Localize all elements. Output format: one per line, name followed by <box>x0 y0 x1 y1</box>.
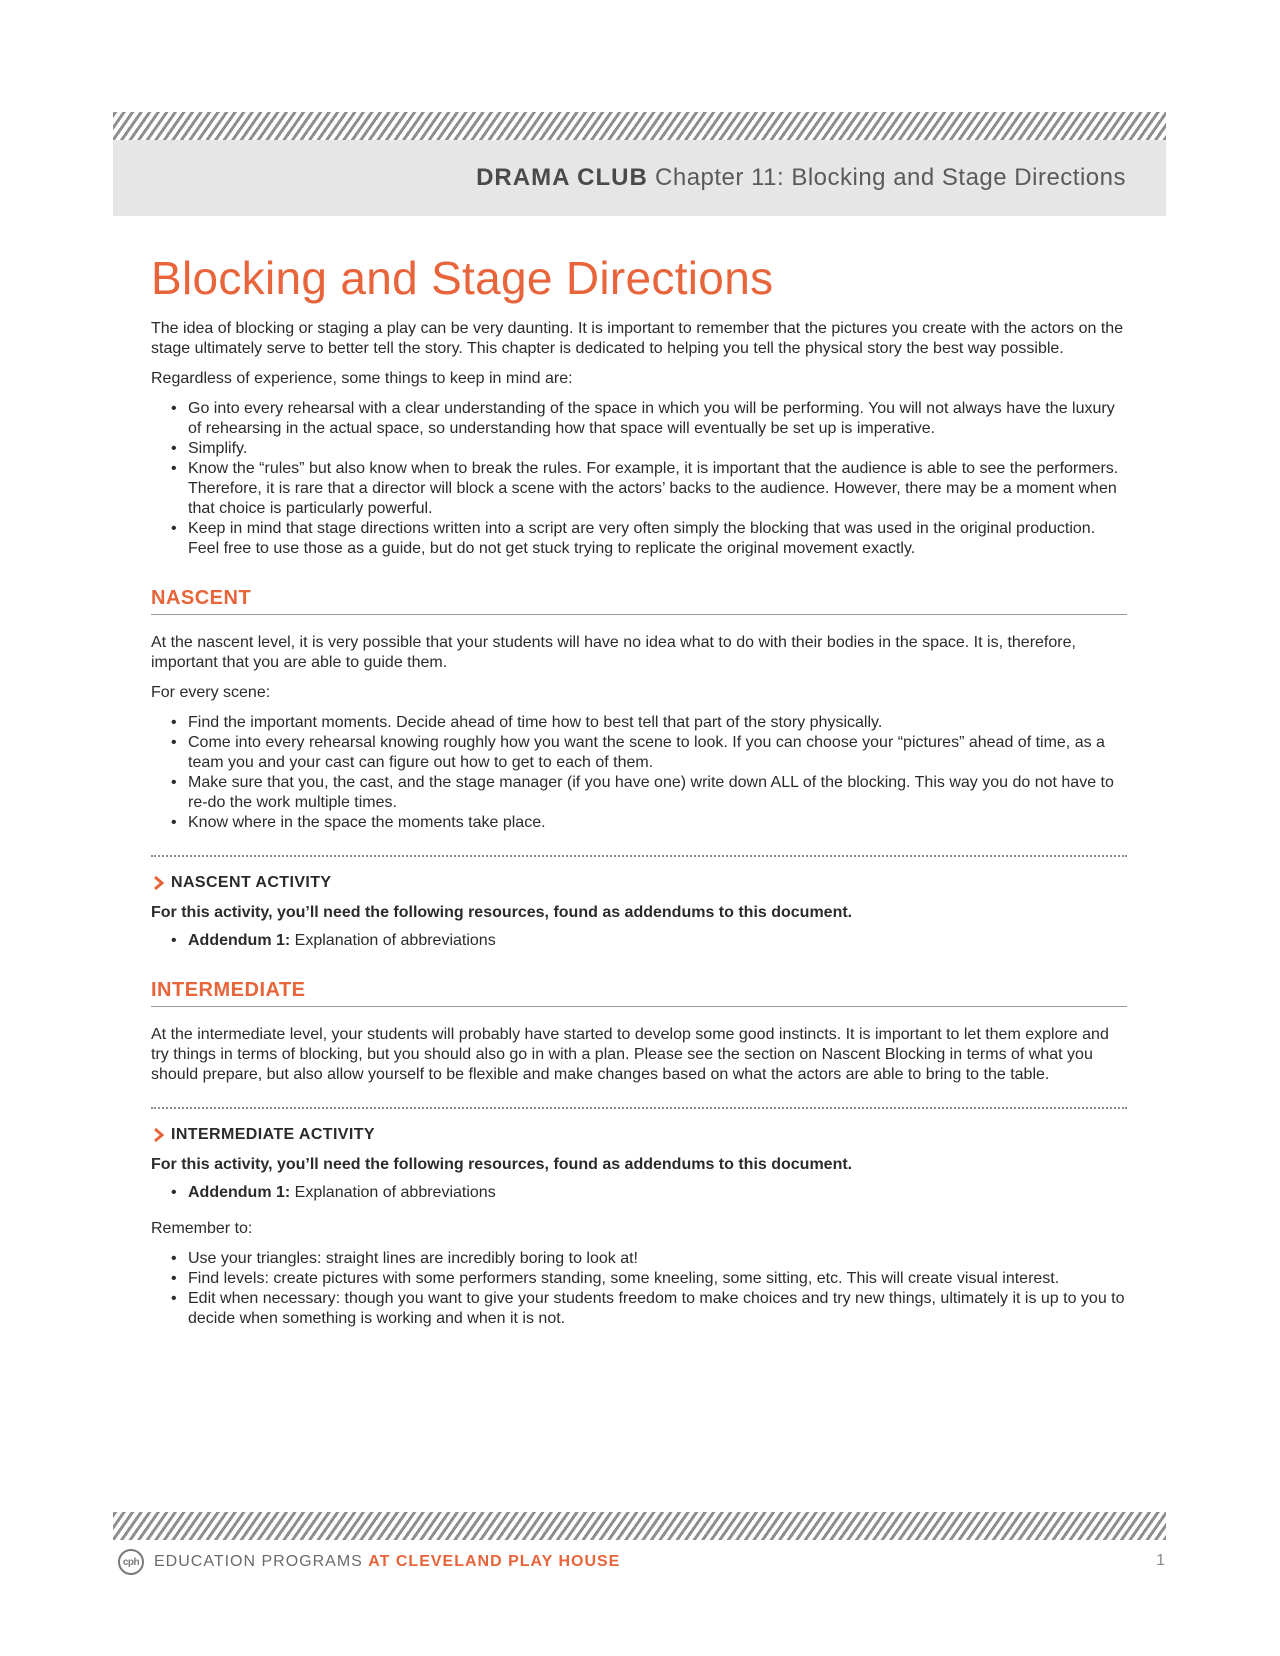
list-item: • Come into every rehearsal knowing roughly how you want the scene to look. If you can choose your “pictures” ahead of time, as a team you and your cast can figure out how to get to each of them. <box>188 733 1127 773</box>
intro-bullet-list <box>151 399 1127 559</box>
intermediate-heading: INTERMEDIATE <box>151 979 1127 1007</box>
addendum-label: Addendum 1: <box>188 1183 291 1201</box>
header-band <box>113 140 1166 216</box>
intermediate-bullet-list <box>151 1249 1127 1329</box>
chevron-right-icon <box>151 875 167 891</box>
intermediate-lead: Remember to: <box>151 1219 253 1237</box>
footer-program: EDUCATION PROGRAMS <box>154 1553 363 1570</box>
footer-brand: AT CLEVELAND PLAY HOUSE <box>368 1553 621 1570</box>
header-hatch-stripe <box>113 112 1166 140</box>
addendum-text: Explanation of abbreviations <box>294 1183 496 1201</box>
dotted-divider <box>151 855 1127 857</box>
list-item: • Know the “rules” but also know when to break the rules. For example, it is important that the audience is able to see the performers. Therefore, it is rare that a director will block a scene with the actors’ backs to the audience. However, there may be a moment when that choice is particularly powerful. <box>188 459 1127 519</box>
nascent-heading: NASCENT <box>151 587 1127 615</box>
main-content <box>151 252 1127 1339</box>
list-item: • Use your triangles: straight lines are incredibly boring to look at! <box>188 1249 1127 1269</box>
header-title <box>476 164 1126 192</box>
nascent-activity-heading <box>151 873 1127 893</box>
intermediate-activity-heading <box>151 1125 1127 1145</box>
intro-paragraph-1: The idea of blocking or staging a play can be very daunting. It is important to remember that the pictures you create with the actors on the stage ultimately serve to better tell the story. This chapter is dedicated to helping you tell the physical story the best way possible. <box>151 319 1124 357</box>
list-item: • Go into every rehearsal with a clear understanding of the space in which you will be performing. You will not always have the luxury of rehearsing in the actual space, so understanding how that space will eventually be set up is imperative. <box>188 399 1127 439</box>
nascent-lead: For every scene: <box>151 683 271 701</box>
nascent-activity-title: NASCENT ACTIVITY <box>171 873 332 891</box>
nascent-paragraph: At the nascent level, it is very possible that your students will have no idea what to do with their bodies in the space. It is, therefore, important that you are able to guide them. <box>151 633 1076 671</box>
footer-text <box>154 1553 620 1571</box>
dotted-divider <box>151 1107 1127 1109</box>
intermediate-addendum-list <box>151 1183 1127 1203</box>
list-item: • Make sure that you, the cast, and the stage manager (if you have one) write down ALL of the blocking. This way you do not have to re-do the work multiple times. <box>188 773 1127 813</box>
list-item: • Simplify. <box>188 439 1127 459</box>
footer <box>118 1547 1165 1577</box>
nascent-activity-note: For this activity, you’ll need the following resources, found as addendums to this document. <box>151 903 853 921</box>
nascent-addendum-list <box>151 931 1127 951</box>
list-item: • Know where in the space the moments take place. <box>188 813 1127 833</box>
header-program: DRAMA CLUB <box>476 164 648 191</box>
list-item: • Find the important moments. Decide ahead of time how to best tell that part of the story physically. <box>188 713 1127 733</box>
page-title: Blocking and Stage Directions <box>151 252 774 304</box>
list-item <box>188 931 1127 951</box>
list-item: • Edit when necessary: though you want to give your students freedom to make choices and try new things, ultimately it is up to you to decide when something is working and when it is not. <box>188 1289 1127 1329</box>
cph-logo-icon: cph <box>118 1549 144 1575</box>
list-item <box>188 1183 1127 1203</box>
addendum-text: Explanation of abbreviations <box>294 931 496 949</box>
list-item: • Find levels: create pictures with some performers standing, some kneeling, some sitting, etc. This will create visual interest. <box>188 1269 1127 1289</box>
header-chapter: Chapter 11: Blocking and Stage Directions <box>655 164 1126 191</box>
nascent-bullet-list <box>151 713 1127 833</box>
chevron-right-icon <box>151 1127 167 1143</box>
intro-paragraph-2: Regardless of experience, some things to keep in mind are: <box>151 369 573 387</box>
intermediate-activity-title: INTERMEDIATE ACTIVITY <box>171 1125 375 1143</box>
addendum-label: Addendum 1: <box>188 931 291 949</box>
intermediate-paragraph: At the intermediate level, your students will probably have started to develop some good instincts. It is important to let them explore and try things in terms of blocking, but you should also go in with a plan. Please see the section on Nascent Blocking in terms of what you should prepare, but also allow yourself to be flexible and make changes based on what the actors are able to bring to the table. <box>151 1025 1109 1083</box>
list-item: • Keep in mind that stage directions written into a script are very often simply the blocking that was used in the original production. Feel free to use those as a guide, but do not get stuck trying to replicate the original movement exactly. <box>188 519 1127 559</box>
intermediate-activity-note: For this activity, you’ll need the following resources, found as addendums to this document. <box>151 1155 853 1173</box>
footer-hatch-stripe <box>113 1512 1166 1540</box>
page-number: 1 <box>1156 1552 1165 1569</box>
